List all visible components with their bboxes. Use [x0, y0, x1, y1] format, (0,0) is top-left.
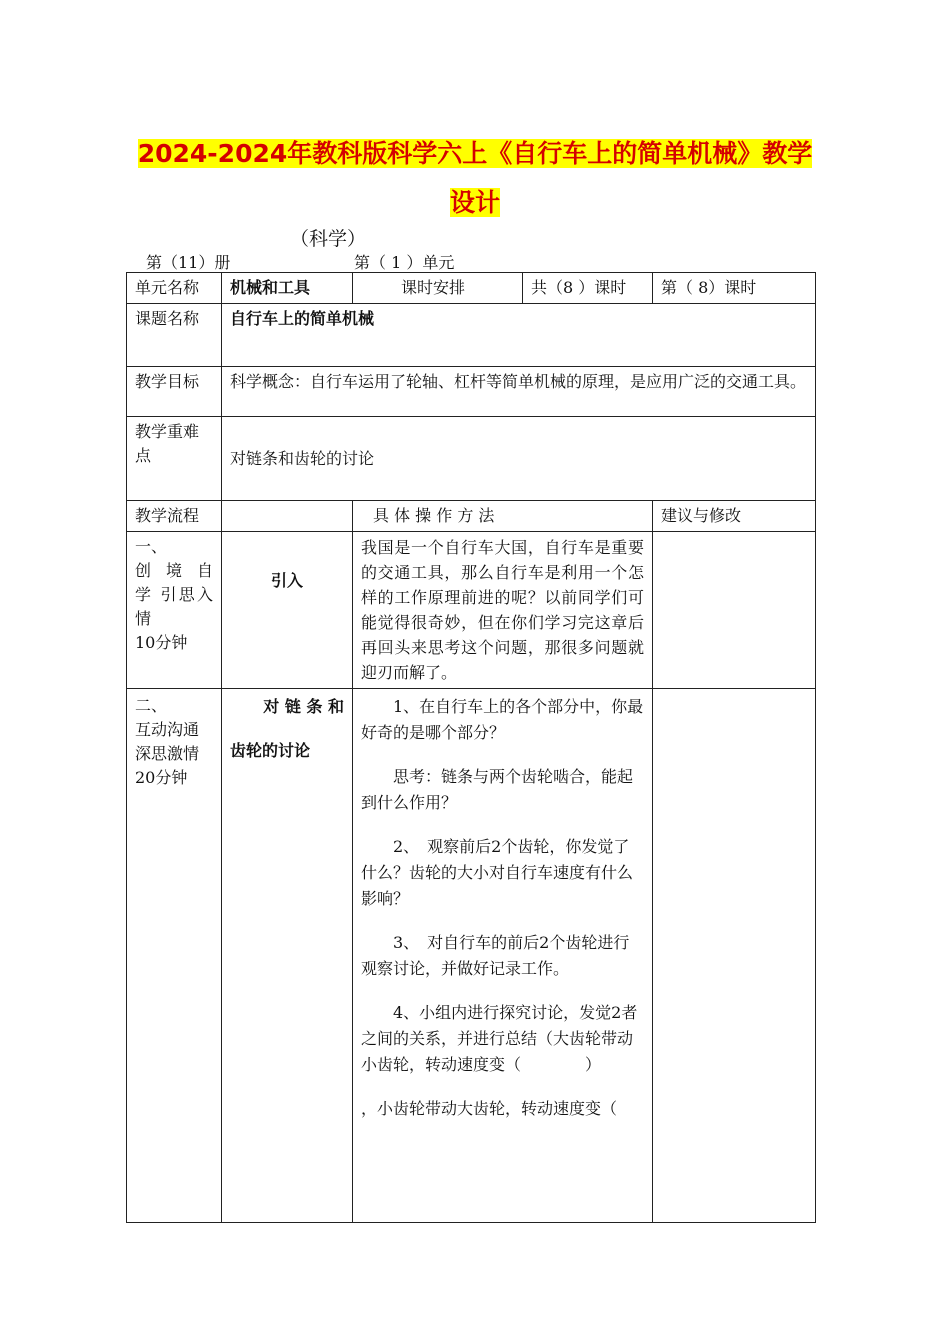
- step-2-name: 互动沟通 深思激情: [135, 720, 200, 763]
- step-2-time: 20分钟: [135, 768, 188, 787]
- table-row-step-2: [127, 689, 816, 1223]
- topic-value: 自行车上的简单机械: [222, 304, 816, 367]
- step-1-content: 我国是一个自行车大国，自行车是重要的交通工具，那么自行车是利用一个怎样的工作原理前进的呢？以前同学们可能觉得很奇妙，但在你们学习完这章后再回头来思考这个问题，那很多问题就迎刃而解了。: [353, 532, 653, 689]
- step-1-number: 一、: [135, 537, 168, 556]
- step-1-advice: [653, 532, 816, 689]
- step-1-part: 引入: [222, 532, 353, 689]
- table-row-key-points: [127, 417, 816, 501]
- total-periods: 共（8 ）课时: [523, 273, 653, 304]
- step-2-paragraph-6: ，小齿轮带动大齿轮，转动速度变（: [361, 1099, 618, 1118]
- step-1-name: 创 境 自 学 引思入情: [135, 561, 213, 628]
- volume-label: 第（11）册: [146, 253, 231, 272]
- subject-label: （科学）: [290, 228, 367, 250]
- current-period: 第（ 8）课时: [653, 273, 816, 304]
- schedule-label: 课时安排: [353, 273, 523, 304]
- topic-label: 课题名称: [127, 304, 222, 367]
- step-1-stage: [127, 532, 222, 689]
- unit-name-label: 单元名称: [127, 273, 222, 304]
- unit-name-value: 机械和工具: [222, 273, 353, 304]
- step-2-content: [353, 689, 653, 1223]
- step-2-paragraph-1: 1、在自行车上的各个部分中，你最好奇的是哪个部分？: [361, 697, 644, 742]
- goal-label: 教学目标: [127, 367, 222, 417]
- step-2-part: [222, 689, 353, 1223]
- key-points-value: 对链条和齿轮的讨论: [222, 417, 816, 501]
- table-row-header: [127, 501, 816, 532]
- method-header: 具 体 操 作 方 法: [353, 501, 653, 532]
- flow-header: 教学流程: [127, 501, 222, 532]
- step-2-stage: [127, 689, 222, 1223]
- step-2-part-line-2: 齿轮的讨论: [230, 741, 311, 760]
- table-row-topic: [127, 304, 816, 367]
- table-row-step-1: [127, 532, 816, 689]
- step-2-part-line-1: 对 链 条 和: [263, 697, 344, 716]
- table-row-unit: [127, 273, 816, 304]
- goal-value: 科学概念：自行车运用了轮轴、杠杆等简单机械的原理，是应用广泛的交通工具。: [222, 367, 816, 417]
- step-2-paragraph-4: 3、 对自行车的前后2个齿轮进行观察讨论，并做好记录工作。: [361, 933, 630, 978]
- step-2-advice: [653, 689, 816, 1223]
- empty-header-cell: [222, 501, 353, 532]
- key-points-label: 教学重难点: [127, 417, 222, 501]
- step-2-paragraph-5: 4、小组内进行探究讨论，发觉2者之间的关系，并进行总结（大齿轮带动小齿轮，转动速度变（ ）: [361, 1003, 638, 1074]
- unit-number-label: 第（ 1 ）单元: [354, 253, 455, 272]
- advice-header: 建议与修改: [653, 501, 816, 532]
- document-title-line-2: 设计: [449, 188, 500, 217]
- step-2-paragraph-2: 思考：链条与两个齿轮啮合，能起到什么作用？: [361, 767, 634, 812]
- lesson-plan-table: [126, 272, 816, 1223]
- document-title-line-1: 2024-2024年教科版科学六上《自行车上的简单机械》教学: [137, 139, 813, 168]
- table-row-goal: [127, 367, 816, 417]
- step-2-paragraph-3: 2、 观察前后2个齿轮，你发觉了什么？齿轮的大小对自行车速度有什么影响？: [361, 837, 634, 908]
- step-1-time: 10分钟: [135, 633, 188, 652]
- step-2-number: 二、: [135, 696, 168, 715]
